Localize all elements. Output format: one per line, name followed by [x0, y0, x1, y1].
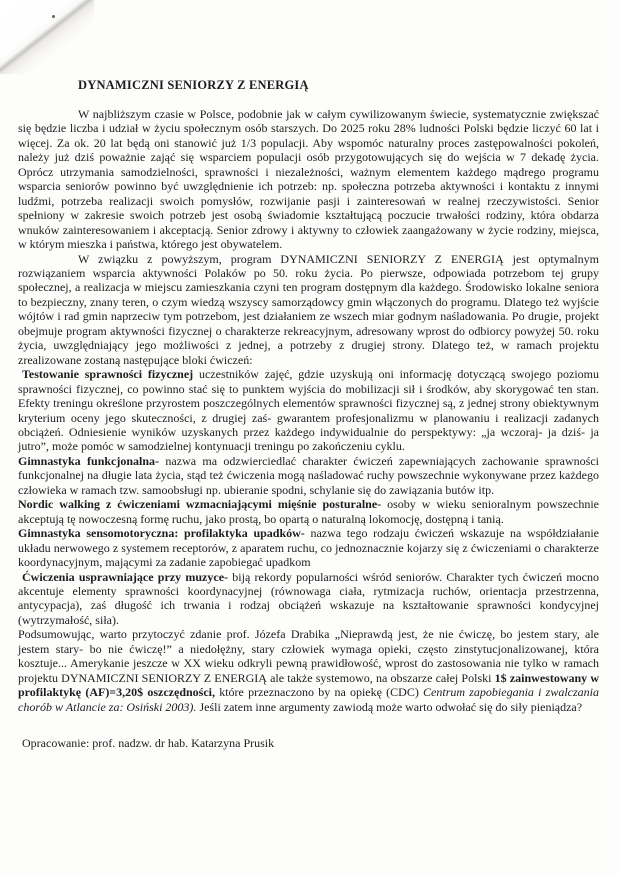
block-lead-nordic-walking: Nordic walking z ćwiczeniami wzmacniającymi mięśnie posturalne-	[18, 497, 382, 512]
summary-text-1: Podsumowując, warto przytoczyć zdanie prof. Józefa Drabika „Nieprawdą jest, że nie ćwiczę, bo jestem stary, ale jestem stary- bo nie ćwiczę!” a niedołężny, stary człowiek wymaga opieki, często zinstytucjonalizowanej, która kosztuje... Amerykanie jeszcze w XX wieku odkryli pewną prawidłowość, wprost do zastosowania nie tylko w ramach projektu DYNAMICZNI SENIORZY Z ENERGIĄ ale także systemowo, na obszarze całej Polski	[18, 627, 599, 685]
block-body-music-exercises: biją rekordy popularności wśród seniorów. Charakter tych ćwiczeń mocno akcentuje elementy sprawności koordynacyjnej (równowaga ciała, rytmizacja ruchów, orientacja przestrzenna, antycypacja), zaś długość ich trwania i rodzaj obciążeń wskazuje na kształtowanie sprawności kondycyjnej (wytrzymałość, siła).	[18, 569, 599, 627]
block-body-fitness-testing: uczestników zajęć, gdzie uzyskują oni informację dotyczącą swojego poziomu sprawności fizycznej, co powinno stać się to punktem wyjścia do mobilizacji sił i środków, aby skorygować ten stan. Efekty treningu określone przyrostem poszczególnych elementów sprawności fizycznej są, z jednej strony obiektywnym kryterium oceny jego skuteczności, z drugiej zaś- gwarantem profesjonalizmu w planowaniu i realizacji zadanych obciążeń. Odniesienie wyników uzyskanych przez każdego indywidualnie do perspektywy: „ja wczoraj- ja dziś- ja jutro”, może pomóc w samodzielnej kontynuacji treningu po zakończeniu cyklu.	[18, 367, 599, 454]
summary-citation-italic: Centrum zapobiegania i zwalczania chorób w Atlancie za: Osiński 2003).	[18, 685, 599, 714]
summary-text-3: Jeśli zatem inne argumenty zawiodą może warto odwołać się do siły pieniądza?	[196, 699, 583, 714]
paragraph-program-text: W związku z powyższym, program DYNAMICZNI SENIORZY Z ENERGIĄ jest optymalnym rozwiązaniem wsparcia aktywności Polaków po 50. roku życia. Po pierwsze, odpowiada potrzebom tej grupy społecznej, a realizacja w miejscu zamieszkania czyni ten program dostępnym dla każdego. Środowisko lokalne seniora to bezpieczny, znany teren, o czym wiedzą wszyscy samorządowcy gmin włączonych do programu. Dlatego też wyjście wójtów i rad gmin naprzeciw tym potrzebom, jest działaniem ze wszech miar godnym naśladowania. Po drugie, projekt obejmuje program aktywności fizycznej o charakterze rekreacyjnym, adresowany wprost do odbiorcy powyżej 50. roku życia, uwzględniający jego możliwości z jednej, a potrzeby z drugiej strony. Dlatego też, w ramach projektu zrealizowane zostaną następujące bloki ćwiczeń:	[18, 251, 599, 367]
paragraph-intro	[18, 107, 599, 252]
page-corner-fold	[0, 0, 94, 74]
exercise-block-nordic-walking	[18, 497, 599, 526]
paragraph-program	[18, 252, 599, 368]
block-lead-functional-gymnastics: Gimnastyka funkcjonalna-	[18, 453, 160, 468]
paragraph-intro-text: W najbliższym czasie w Polsce, podobnie jak w całym cywilizowanym świecie, systematycznie zwiększać się będzie liczba i udział w życiu społecznym osób starszych. Do 2025 roku 28% ludności Polski będzie liczyć 60 lat i więcej. Za ok. 20 lat będą oni stanowić już 1/3 populacji. Aby wspomóc naturalny proces zastępowalności pokoleń, należy już dziś poważnie zająć się wsparciem populacji osób przygotowujących się do wejścia w 7 dekadę życia. Oprócz utrzymania samodzielności, sprawności i niezależności, ważnym elementem każdego mądrego programu wsparcia seniorów powinno być uwzględnienie ich potrzeb: np. społeczna potrzeba aktywności i kontaktu z innymi ludźmi, potrzeba realizacji swoich pomysłów, rozwijanie pasji i zainteresowań w realnej rzeczywistości. Senior spełniony w zakresie swoich potrzeb jest osobą świadomie kształtującą poczucie trwałości rodziny, która obdarza wnuków zainteresowaniem i akceptacją. Senior zdrowy i aktywny to człowiek zaangażowany w życie rodziny, miejsca, w którym mieszka i państwa, którego jest obywatelem.	[18, 107, 599, 252]
summary-text-2: które przeznaczono by na opiekę (CDC)	[215, 685, 424, 700]
author-line: Opracowanie: prof. nadzw. dr hab. Katarzyna Prusik	[22, 736, 275, 751]
block-body-sensomotor-gymnastics: nazwa tego rodzaju ćwiczeń wskazuje na współdziałanie układu nerwowego z systemem receptorów, z aparatem ruchu, co jednoznacznie kojarzy się z ćwiczeniami o charakterze koordynacyjnym, mającymi za zadanie zapobiegać upadkom	[18, 526, 600, 570]
exercise-block-music-exercises	[18, 570, 599, 628]
block-lead-fitness-testing: Testowanie sprawności fizycznej	[22, 367, 194, 382]
exercise-block-functional-gymnastics	[18, 454, 599, 497]
exercise-block-fitness-testing	[18, 367, 599, 454]
block-body-nordic-walking: osoby w wieku senioralnym powszechnie akceptują tę nowoczesną formę ruchu, jako prostą, bo opartą o naturalną lokomocję, dostępną i tanią.	[18, 497, 599, 526]
scan-artifact-speck	[52, 15, 55, 18]
paragraph-summary	[18, 627, 599, 714]
document-content	[18, 78, 599, 750]
block-lead-music-exercises: Ćwiczenia usprawniające przy muzyce-	[22, 569, 229, 584]
block-body-functional-gymnastics: nazwa ma odzwierciedlać charakter ćwiczeń zapewniających zachowanie sprawności funkcjonalnej na długie lata życia, stąd też ćwiczenia mogą naśladować ruchy powszechnie wykonywane przez każdego człowieka w ramach tzw. samoobsługi np. ubieranie spodni, schylanie się do zawiązania butów itp.	[18, 453, 599, 497]
block-lead-sensomotor-gymnastics: Gimnastyka sensomotoryczna: profilaktyka upadków-	[18, 526, 305, 541]
summary-savings-bold: 1$ zainwestowany w profilaktykę (AF)=3,20$ oszczędności,	[18, 670, 600, 700]
document-title: DYNAMICZNI SENIORZY Z ENERGIĄ	[78, 78, 309, 92]
exercise-block-sensomotor-gymnastics	[18, 526, 599, 569]
